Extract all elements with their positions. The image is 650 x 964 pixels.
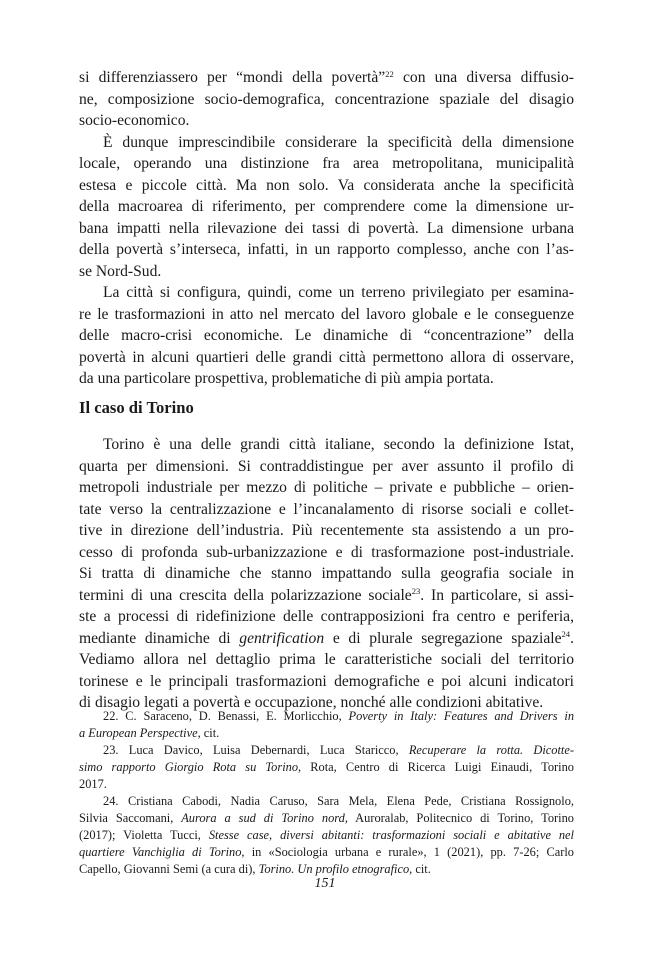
text-run: ne, composizione socio-demografica, concentrazione spaziale del disagio (79, 90, 574, 108)
text-run: 23. Luca Davico, Luisa Debernardi, Luca Staricco, (103, 743, 409, 757)
text-line (79, 328, 574, 344)
italic-text: simo rapporto Giorgio Rota su Torino (79, 760, 299, 774)
text-run: socio-economico. (79, 112, 190, 129)
text-line (79, 264, 574, 280)
text-line (79, 502, 574, 518)
text-line (79, 242, 574, 258)
text-run: La città si configura, quindi, come un terreno privilegiato per esamina- (103, 284, 574, 301)
italic-text: Poverty in Italy: Features and Drivers in (348, 709, 575, 723)
text-run: . In particolare, si assi- (420, 586, 575, 604)
page-number: 151 (314, 876, 336, 891)
text-line (79, 829, 574, 841)
text-line (103, 437, 574, 453)
text-run: Torino è una delle grandi città italiane, secondo la definizione Istat, (103, 436, 574, 453)
text-line (79, 113, 574, 129)
italic-text: quartiere Vanchiglia di Torino (79, 845, 242, 859)
text-run: si differenziassero per “mondi della povertà” (79, 69, 386, 86)
text-run: Capello, Giovanni Semi (a cura di), (79, 862, 259, 876)
text-line (79, 350, 574, 366)
text-run: Vediamo allora nel dettaglio prima le caratteristiche sociali del territorio (79, 651, 574, 668)
text-run: tive in direzione dell’industria. Più recentemente sta assistendo a un pro- (79, 522, 574, 539)
text-run: da una particolare prospettiva, problematiche di più ampia portata. (79, 370, 494, 387)
text-line (79, 92, 574, 108)
text-run: locale, operando una distinzione fra area metropolitana, municipalità (79, 155, 574, 172)
text-line (79, 652, 574, 668)
text-line (103, 710, 574, 722)
section-heading: Il caso di Torino (79, 398, 194, 417)
text-line (79, 459, 574, 475)
text-line (103, 135, 574, 151)
text-line (103, 795, 574, 807)
text-run: , Auroralab, Politecnico di Torino, Torino (344, 811, 574, 825)
text-line (79, 631, 574, 647)
text-run: mediante dinamiche di (79, 629, 240, 647)
text-run: , Rota, Centro di Ricerca Luigi Einaudi, Torino (298, 760, 574, 774)
text-run: e di plurale segregazione spaziale (324, 629, 562, 647)
text-line (79, 588, 574, 604)
text-run: con una diversa diffusio- (393, 69, 574, 86)
text-run: ste a processi di ridefinizione delle contrapposizioni fra centro e periferia, (79, 608, 574, 625)
text-line (79, 480, 574, 496)
text-line (79, 523, 574, 539)
text-line (79, 812, 574, 824)
text-run: 2017. (79, 777, 107, 791)
text-run: povertà in alcuni quartieri delle grandi città permettono allora di osservare, (79, 348, 574, 366)
text-line (79, 761, 574, 773)
text-run: È dunque imprescindibile considerare la specificità della dimensione (103, 133, 574, 151)
text-line (79, 727, 574, 739)
text-run: se Nord-Sud. (79, 262, 162, 280)
footnote-ref: 22 (385, 68, 394, 79)
text-line (79, 307, 574, 323)
text-line (79, 70, 574, 86)
text-run: estesa e piccole città. Ma non solo. Va considerata anche la specificità (79, 176, 574, 194)
text-line (79, 863, 574, 875)
text-run: quarta per dimensioni. Si contraddistingue per aver assunto il profilo di (79, 457, 574, 475)
text-line (79, 178, 574, 194)
text-line (79, 846, 574, 858)
text-line (79, 674, 574, 690)
italic-text: a European Perspective (79, 726, 198, 740)
text-line (79, 566, 574, 582)
text-run: metropoli industriale per mezzo di politiche – private e pubbliche – orien- (79, 479, 574, 496)
italic-text: Torino. Un profilo etnografico (258, 862, 410, 876)
text-line (79, 545, 574, 561)
text-run: di disagio legati a povertà e occupazione, nonché alle condizioni abitative. (79, 694, 544, 711)
text-line (79, 221, 574, 237)
text-run: re le trasformazioni in atto nel mercato del lavoro globale e le conseguenze (79, 305, 574, 323)
footnote-ref: 24 (561, 629, 571, 640)
text-run: delle macro-crisi economiche. Le dinamiche di “concentrazione” della (79, 327, 574, 344)
text-run: termini di una crescita della polarizzazione sociale (79, 586, 412, 604)
text-run: , cit. (197, 726, 220, 740)
text-run: 24. Cristiana Cabodi, Nadia Caruso, Sara Mela, Elena Pede, Cristiana Rossignolo, (103, 794, 574, 808)
text-run: Silvia Saccomani, (79, 811, 182, 825)
italic-text: Stesse case, diversi abitanti: trasformazioni sociali e abitative nel (208, 828, 574, 842)
text-line (79, 156, 574, 172)
text-run: cesso di profonda sub-urbanizzazione e di trasformazione post-industriale. (79, 543, 574, 561)
text-run: 22. C. Saraceno, D. Benassi, E. Morlicchio, (103, 709, 349, 723)
text-line (103, 285, 574, 301)
text-line (79, 778, 574, 790)
text-run: della povertà s’interseca, infatti, in un rapporto complesso, anche con l’as- (79, 241, 574, 258)
text-line (103, 744, 574, 756)
text-run: Si tratta di dinamiche che stanno impattando sulla geografia sociale in (79, 565, 574, 582)
text-line (79, 199, 574, 215)
text-run: tate verso la centralizzazione e l’incanalamento di risorse sociali e collet- (79, 500, 574, 518)
text-run: della macroarea di riferimento, per comprendere come la dimensione ur- (79, 198, 574, 215)
italic-text: Aurora a sud di Torino nord (181, 811, 345, 825)
footnote-ref: 23 (411, 586, 421, 597)
italic-text: Recuperare la rotta. Dicotte- (408, 743, 574, 757)
italic-text: gentrification (239, 629, 325, 647)
text-run: bana impatti nella rilevazione dei tassi di povertà. La dimensione urbana (79, 219, 574, 237)
text-line (79, 609, 574, 625)
text-run: (2017); Violetta Tucci, (79, 828, 209, 842)
text-run: torinese e le principali trasformazioni demografiche e poi alcuni indicatori (79, 672, 574, 690)
text-run: . (570, 629, 574, 647)
text-run: , cit. (409, 862, 431, 876)
text-run: , in «Sociologia urbana e rurale», 1 (2021), pp. 7-26; Carlo (241, 845, 574, 859)
text-line (79, 371, 574, 387)
